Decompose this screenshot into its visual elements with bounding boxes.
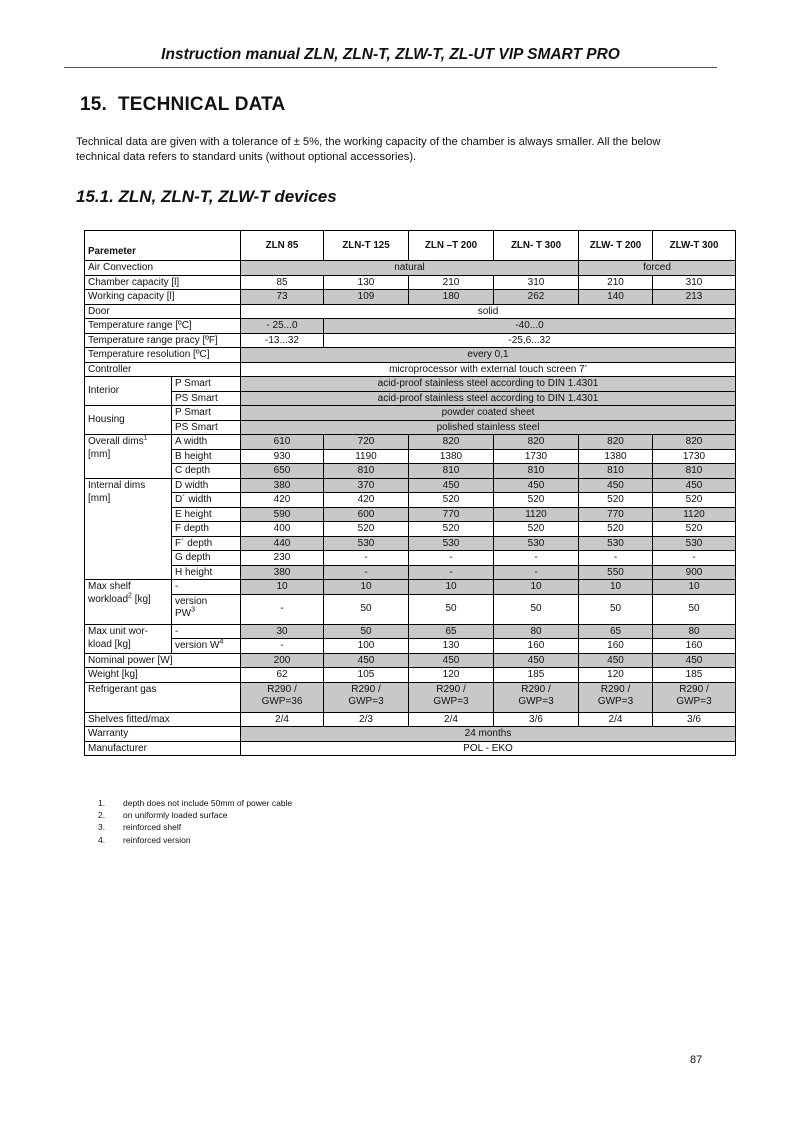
- subsection-heading: 15.1. ZLN, ZLN-T, ZLW-T devices: [76, 187, 337, 206]
- value-cell: 370: [324, 478, 409, 493]
- value-cell: 100: [324, 639, 409, 654]
- row-max-shelf: [85, 580, 736, 595]
- value-cell: 210: [579, 275, 653, 290]
- row-nominal-power: [85, 653, 736, 668]
- param-label: Refrigerant gas: [85, 682, 241, 712]
- model-header: ZLN- T 300: [494, 231, 579, 261]
- cell-line: R290 /: [679, 683, 709, 695]
- value-cell: -: [324, 565, 409, 580]
- value-cell: 770: [409, 507, 494, 522]
- label-line: kload [kg]: [88, 638, 131, 650]
- cell-text: version W: [175, 640, 220, 651]
- cell-line: R290 /: [436, 683, 466, 695]
- value-cell: 820: [494, 435, 579, 450]
- sub-label: F´ depth: [172, 536, 241, 551]
- param-label: Manufacturer: [85, 741, 241, 756]
- param-label: [85, 580, 172, 625]
- cell-line: R290 /: [600, 683, 631, 695]
- value-cell: 160: [579, 639, 653, 654]
- section-heading: [80, 94, 285, 116]
- row-internal-dims: [85, 478, 736, 493]
- footnote-text: on uniformly loaded surface: [123, 810, 228, 821]
- value-cell: 380: [241, 565, 324, 580]
- value-cell: 65: [579, 624, 653, 639]
- value-cell: 10: [653, 580, 736, 595]
- value-cell: 610: [241, 435, 324, 450]
- label-line: [88, 435, 168, 448]
- model-header: ZLN –T 200: [409, 231, 494, 261]
- value-cell: 400: [241, 522, 324, 537]
- cell-line: GWP=3: [676, 696, 712, 707]
- value-cell: [324, 682, 409, 712]
- value-cell: [653, 682, 736, 712]
- value-cell: 520: [494, 493, 579, 508]
- value-cell: 520: [653, 493, 736, 508]
- value-cell: 520: [579, 493, 653, 508]
- value-cell: -13...32: [241, 333, 324, 348]
- value-cell: 160: [494, 639, 579, 654]
- value-cell: 2/4: [579, 712, 653, 727]
- value-cell: 2/3: [324, 712, 409, 727]
- sub-label: -: [172, 624, 241, 639]
- value-cell: -: [409, 565, 494, 580]
- row-max-unit-w: [85, 639, 736, 654]
- value-cell: 130: [324, 275, 409, 290]
- cell-line: R290 /: [351, 683, 381, 695]
- cell-line: GWP=3: [518, 696, 554, 707]
- value-cell: 520: [653, 522, 736, 537]
- param-header: Paremeter: [85, 231, 241, 261]
- footnote-item: [98, 809, 292, 821]
- sub-label: D´ width: [172, 493, 241, 508]
- value-cell: 520: [324, 522, 409, 537]
- footnote-ref: 2: [128, 592, 132, 600]
- value-cell: 30: [241, 624, 324, 639]
- value-cell: 105: [324, 668, 409, 683]
- param-label: Temperature resolution [ºC]: [85, 348, 241, 363]
- value-cell: every 0,1: [241, 348, 736, 363]
- param-label: Door: [85, 304, 241, 319]
- row-temperature-range-f: [85, 333, 736, 348]
- row-door: [85, 304, 736, 319]
- value-cell: natural: [241, 261, 579, 276]
- model-header: ZLN-T 125: [324, 231, 409, 261]
- value-cell: 185: [653, 668, 736, 683]
- value-cell: 120: [579, 668, 653, 683]
- value-cell: 50: [324, 594, 409, 624]
- value-cell: - 25...0: [241, 319, 324, 334]
- value-cell: 2/4: [241, 712, 324, 727]
- row-manufacturer: [85, 741, 736, 756]
- row-working-capacity: [85, 290, 736, 305]
- value-cell: 50: [409, 594, 494, 624]
- value-cell: 62: [241, 668, 324, 683]
- value-cell: 520: [409, 493, 494, 508]
- cell-line: R290 /: [521, 683, 551, 695]
- value-cell: 450: [653, 478, 736, 493]
- row-shelves: [85, 712, 736, 727]
- value-cell: 200: [241, 653, 324, 668]
- value-cell: [409, 682, 494, 712]
- value-cell: -: [579, 551, 653, 566]
- value-cell: 262: [494, 290, 579, 305]
- value-cell: 520: [579, 522, 653, 537]
- footnote-item: [98, 821, 292, 833]
- value-cell: 1190: [324, 449, 409, 464]
- intro-line-1: Technical data are given with a tolerance of ± 5%, the working capacity of the chamber is always smaller. All the below: [76, 136, 661, 148]
- value-cell: 810: [653, 464, 736, 479]
- row-warranty: [85, 727, 736, 742]
- value-cell: 530: [653, 536, 736, 551]
- footnote-number: 1.: [98, 798, 106, 808]
- row-overall-dims: [85, 464, 736, 479]
- sub-label: [172, 639, 241, 654]
- param-label: Weight [kg]: [85, 668, 241, 683]
- value-cell: 530: [324, 536, 409, 551]
- manual-header-title: Instruction manual ZLN, ZLN-T, ZLW-T, ZL-UT VIP SMART PRO: [161, 46, 620, 63]
- value-cell: 440: [241, 536, 324, 551]
- sub-label: C depth: [172, 464, 241, 479]
- value-cell: 10: [409, 580, 494, 595]
- param-label: Interior: [85, 377, 172, 406]
- value-cell: 810: [324, 464, 409, 479]
- value-cell: 1730: [494, 449, 579, 464]
- row-internal-dims: [85, 522, 736, 537]
- value-cell: 1120: [494, 507, 579, 522]
- value-cell: 810: [494, 464, 579, 479]
- value-cell: 530: [579, 536, 653, 551]
- value-cell: 590: [241, 507, 324, 522]
- page-number: 87: [690, 1054, 703, 1066]
- label-unit: [mm]: [88, 449, 111, 460]
- footnote-item: [98, 834, 292, 846]
- model-header: ZLW- T 200: [579, 231, 653, 261]
- label-line: [175, 608, 237, 621]
- param-label: Warranty: [85, 727, 241, 742]
- label-line: Internal dims: [88, 479, 146, 491]
- row-max-shelf-pw: [85, 594, 736, 624]
- value-cell: 550: [579, 565, 653, 580]
- row-weight: [85, 668, 736, 683]
- table-header-row: [85, 231, 736, 261]
- sub-label: B height: [172, 449, 241, 464]
- param-label: Nominal power [W]: [85, 653, 241, 668]
- value-cell: microprocessor with external touch screen 7’: [241, 362, 736, 377]
- row-housing: [85, 420, 736, 435]
- label-line: Max shelf: [88, 581, 131, 592]
- param-label: Working capacity [l]: [85, 290, 241, 305]
- label-line: Max unit wor-: [88, 625, 149, 637]
- cell-line: R290 /: [267, 683, 297, 695]
- row-controller: [85, 362, 736, 377]
- row-temperature-range-c: [85, 319, 736, 334]
- cell-text: [kg]: [131, 594, 151, 605]
- footnote-number: 2.: [98, 810, 106, 821]
- row-refrigerant: [85, 682, 736, 712]
- sub-label: F depth: [172, 522, 241, 537]
- cell-line: GWP=3: [597, 696, 634, 707]
- sub-label: A width: [172, 435, 241, 450]
- value-cell: [579, 682, 653, 712]
- technical-data-table: [84, 230, 736, 756]
- value-cell: 1380: [579, 449, 653, 464]
- cell-line: GWP=36: [261, 696, 303, 707]
- sub-label: PS Smart: [172, 420, 241, 435]
- value-cell: 450: [409, 653, 494, 668]
- row-temperature-resolution: [85, 348, 736, 363]
- value-cell: 180: [409, 290, 494, 305]
- value-cell: 450: [653, 653, 736, 668]
- sub-label: P Smart: [172, 406, 241, 421]
- header-divider: [64, 67, 717, 68]
- section-title: TECHNICAL DATA: [118, 94, 286, 115]
- value-cell: 420: [324, 493, 409, 508]
- value-cell: 10: [494, 580, 579, 595]
- value-cell: 720: [324, 435, 409, 450]
- model-header: ZLW-T 300: [653, 231, 736, 261]
- value-cell: 50: [579, 594, 653, 624]
- value-cell: 120: [409, 668, 494, 683]
- value-cell: -: [324, 551, 409, 566]
- value-cell: 109: [324, 290, 409, 305]
- value-cell: -: [494, 565, 579, 580]
- row-internal-dims: [85, 565, 736, 580]
- value-cell: 450: [579, 478, 653, 493]
- value-cell: 1380: [409, 449, 494, 464]
- value-cell: [241, 682, 324, 712]
- footnote-item: [98, 797, 292, 809]
- value-cell: 130: [409, 639, 494, 654]
- row-air-convection: [85, 261, 736, 276]
- value-cell: 310: [494, 275, 579, 290]
- value-cell: 50: [494, 594, 579, 624]
- param-label: [85, 478, 172, 580]
- label-line: [88, 593, 168, 606]
- value-cell: 3/6: [494, 712, 579, 727]
- value-cell: 530: [494, 536, 579, 551]
- cell-text: PW: [175, 608, 192, 619]
- value-cell: 50: [653, 594, 736, 624]
- label-line: version: [175, 595, 208, 607]
- value-cell: 900: [653, 565, 736, 580]
- value-cell: polished stainless steel: [241, 420, 736, 435]
- cell-line: GWP=3: [348, 696, 384, 707]
- sub-label: -: [172, 580, 241, 595]
- value-cell: -: [241, 639, 324, 654]
- value-cell: 85: [241, 275, 324, 290]
- value-cell: 80: [494, 624, 579, 639]
- intro-line-2: technical data refers to standard units (without optional accessories).: [76, 151, 417, 163]
- cell-line: GWP=3: [433, 696, 469, 707]
- sub-label: H height: [172, 565, 241, 580]
- row-internal-dims: [85, 551, 736, 566]
- row-overall-dims: [85, 435, 736, 450]
- param-label: Temperature range pracy [ºF]: [85, 333, 241, 348]
- value-cell: 310: [653, 275, 736, 290]
- sub-label: PS Smart: [172, 391, 241, 406]
- footnote-text: reinforced shelf: [123, 822, 182, 833]
- value-cell: 1120: [653, 507, 736, 522]
- cell-text: Overall dims: [88, 436, 144, 447]
- value-cell: 73: [241, 290, 324, 305]
- value-cell: 450: [494, 478, 579, 493]
- value-cell: [494, 682, 579, 712]
- value-cell: 450: [579, 653, 653, 668]
- intro-paragraph: [76, 135, 736, 165]
- value-cell: 24 months: [241, 727, 736, 742]
- param-label: [85, 435, 172, 479]
- label-unit: [mm]: [88, 492, 111, 504]
- value-cell: -25,6...32: [324, 333, 736, 348]
- model-header: ZLN 85: [241, 231, 324, 261]
- footnote-ref: 1: [143, 434, 148, 442]
- value-cell: -: [241, 594, 324, 624]
- value-cell: forced: [579, 261, 736, 276]
- value-cell: 820: [409, 435, 494, 450]
- footnotes: [98, 797, 292, 846]
- value-cell: 810: [579, 464, 653, 479]
- value-cell: 420: [241, 493, 324, 508]
- value-cell: 810: [409, 464, 494, 479]
- row-interior: [85, 391, 736, 406]
- value-cell: 380: [241, 478, 324, 493]
- sub-label: P Smart: [172, 377, 241, 392]
- row-housing: [85, 406, 736, 421]
- value-cell: 10: [324, 580, 409, 595]
- value-cell: -40...0: [324, 319, 736, 334]
- value-cell: -: [653, 551, 736, 566]
- value-cell: -: [494, 551, 579, 566]
- param-label: Air Convection: [85, 261, 241, 276]
- value-cell: 50: [324, 624, 409, 639]
- value-cell: 450: [494, 653, 579, 668]
- value-cell: 10: [579, 580, 653, 595]
- row-interior: [85, 377, 736, 392]
- footnote-ref: 3: [191, 606, 196, 614]
- value-cell: 80: [653, 624, 736, 639]
- value-cell: 650: [241, 464, 324, 479]
- footnote-number: 3.: [98, 822, 106, 833]
- value-cell: 520: [494, 522, 579, 537]
- value-cell: 820: [653, 435, 736, 450]
- value-cell: 520: [409, 522, 494, 537]
- footnote-number: 4.: [98, 834, 106, 845]
- sub-label: G depth: [172, 551, 241, 566]
- row-internal-dims: [85, 493, 736, 508]
- value-cell: 160: [653, 639, 736, 654]
- value-cell: 65: [409, 624, 494, 639]
- param-label: Temperature range [ºC]: [85, 319, 241, 334]
- param-label: Controller: [85, 362, 241, 377]
- footnote-ref: 4: [219, 638, 224, 646]
- value-cell: 820: [579, 435, 653, 450]
- row-internal-dims: [85, 507, 736, 522]
- footnote-text: reinforced version: [123, 834, 191, 845]
- param-label: Housing: [85, 406, 172, 435]
- value-cell: POL - EKO: [241, 741, 736, 756]
- value-cell: solid: [241, 304, 736, 319]
- value-cell: 140: [579, 290, 653, 305]
- value-cell: 530: [409, 536, 494, 551]
- value-cell: acid-proof stainless steel according to DIN 1.4301: [241, 377, 736, 392]
- row-chamber-capacity: [85, 275, 736, 290]
- value-cell: -: [409, 551, 494, 566]
- value-cell: 213: [653, 290, 736, 305]
- row-max-unit: [85, 624, 736, 639]
- value-cell: 770: [579, 507, 653, 522]
- param-label: Chamber capacity [l]: [85, 275, 241, 290]
- param-label: Shelves fitted/max: [85, 712, 241, 727]
- value-cell: 450: [324, 653, 409, 668]
- footnote-text: depth does not include 50mm of power cable: [123, 798, 293, 808]
- value-cell: 10: [241, 580, 324, 595]
- value-cell: 600: [324, 507, 409, 522]
- section-number: 15.: [80, 94, 108, 115]
- row-overall-dims: [85, 449, 736, 464]
- sub-label: D width: [172, 478, 241, 493]
- value-cell: 185: [494, 668, 579, 683]
- value-cell: 1730: [653, 449, 736, 464]
- value-cell: 2/4: [409, 712, 494, 727]
- sub-label: [172, 594, 241, 624]
- param-label: [85, 624, 172, 653]
- value-cell: powder coated sheet: [241, 406, 736, 421]
- row-internal-dims: [85, 536, 736, 551]
- value-cell: 930: [241, 449, 324, 464]
- cell-text: workload: [88, 594, 129, 605]
- value-cell: acid-proof stainless steel according to DIN 1.4301: [241, 391, 736, 406]
- value-cell: 3/6: [653, 712, 736, 727]
- value-cell: 230: [241, 551, 324, 566]
- value-cell: 450: [409, 478, 494, 493]
- value-cell: 210: [409, 275, 494, 290]
- sub-label: E height: [172, 507, 241, 522]
